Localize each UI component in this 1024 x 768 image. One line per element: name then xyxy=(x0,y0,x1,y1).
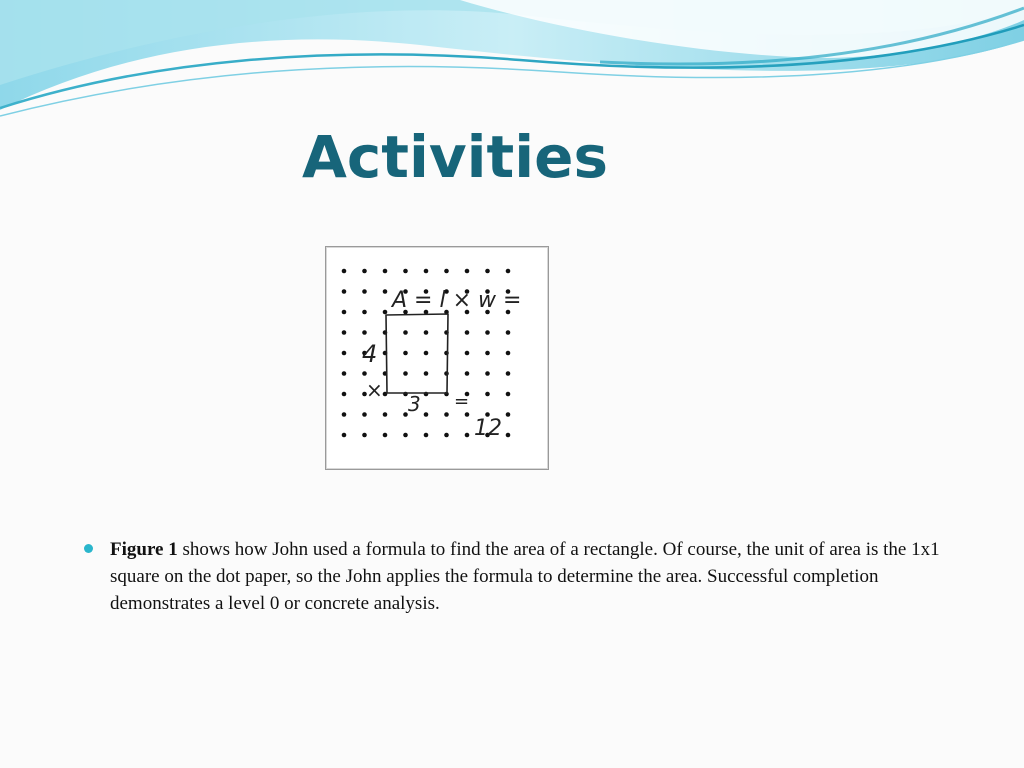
grid-dot xyxy=(444,412,449,417)
times-handwriting: × xyxy=(366,378,383,402)
grid-dot xyxy=(424,412,429,417)
grid-dot xyxy=(465,412,470,417)
dot-paper-figure xyxy=(325,246,549,470)
grid-dot xyxy=(424,269,429,274)
grid-dot xyxy=(342,412,347,417)
grid-dot xyxy=(424,330,429,335)
formula-handwriting: A = l × w = xyxy=(392,288,522,313)
grid-dot xyxy=(342,330,347,335)
grid-dot xyxy=(403,371,408,376)
grid-dot xyxy=(403,269,408,274)
grid-dot xyxy=(342,269,347,274)
bullet-icon xyxy=(84,544,93,553)
grid-dot xyxy=(342,351,347,356)
grid-dot xyxy=(383,412,388,417)
grid-dot xyxy=(424,351,429,356)
grid-dot xyxy=(506,371,511,376)
grid-dot xyxy=(506,392,511,397)
grid-dot xyxy=(383,310,388,315)
grid-dot xyxy=(362,330,367,335)
bottom-label-handwriting: 3 xyxy=(408,392,421,416)
grid-dot xyxy=(342,310,347,315)
equals-handwriting: = xyxy=(454,391,470,412)
figure-reference: Figure 1 xyxy=(110,539,178,560)
grid-dot xyxy=(403,330,408,335)
grid-dot xyxy=(342,289,347,294)
result-handwriting: 12 xyxy=(474,416,502,441)
grid-dot xyxy=(362,289,367,294)
grid-dot xyxy=(383,269,388,274)
bullet-body: shows how John used a formula to find the area of a rectangle. Of course, the unit of area is the 1x1 square on the dot paper, so the John applies the formula to determine the area. Successful completion demonstrates a level 0 or concrete analysis. xyxy=(110,539,940,614)
slide-title: Activities xyxy=(301,123,609,191)
grid-dot xyxy=(362,433,367,438)
grid-dot xyxy=(444,269,449,274)
grid-dot xyxy=(465,330,470,335)
grid-dot xyxy=(506,269,511,274)
grid-dot xyxy=(506,351,511,356)
bullet-item xyxy=(84,536,954,617)
grid-dot xyxy=(444,433,449,438)
grid-dot xyxy=(465,351,470,356)
grid-dot xyxy=(362,269,367,274)
grid-dot xyxy=(485,351,490,356)
grid-dot xyxy=(465,433,470,438)
grid-dot xyxy=(342,371,347,376)
grid-dot xyxy=(342,433,347,438)
grid-dot xyxy=(424,371,429,376)
grid-dot xyxy=(403,433,408,438)
grid-dot xyxy=(506,433,511,438)
side-label-handwriting: 4 xyxy=(362,340,378,368)
dot-grid xyxy=(326,247,548,469)
grid-dot xyxy=(506,412,511,417)
grid-dot xyxy=(485,330,490,335)
grid-dot xyxy=(383,433,388,438)
grid-dot xyxy=(403,351,408,356)
drawn-rectangle xyxy=(386,314,448,393)
grid-dot xyxy=(424,433,429,438)
grid-dot xyxy=(362,412,367,417)
bullet-text xyxy=(110,536,954,617)
grid-dot xyxy=(342,392,347,397)
grid-dot xyxy=(485,392,490,397)
header-wave-decoration xyxy=(0,0,1024,130)
grid-dot xyxy=(465,269,470,274)
grid-dot xyxy=(383,289,388,294)
grid-dot xyxy=(362,310,367,315)
grid-dot xyxy=(506,330,511,335)
grid-dot xyxy=(485,371,490,376)
grid-dot xyxy=(465,371,470,376)
grid-dot xyxy=(485,269,490,274)
grid-dot xyxy=(362,371,367,376)
